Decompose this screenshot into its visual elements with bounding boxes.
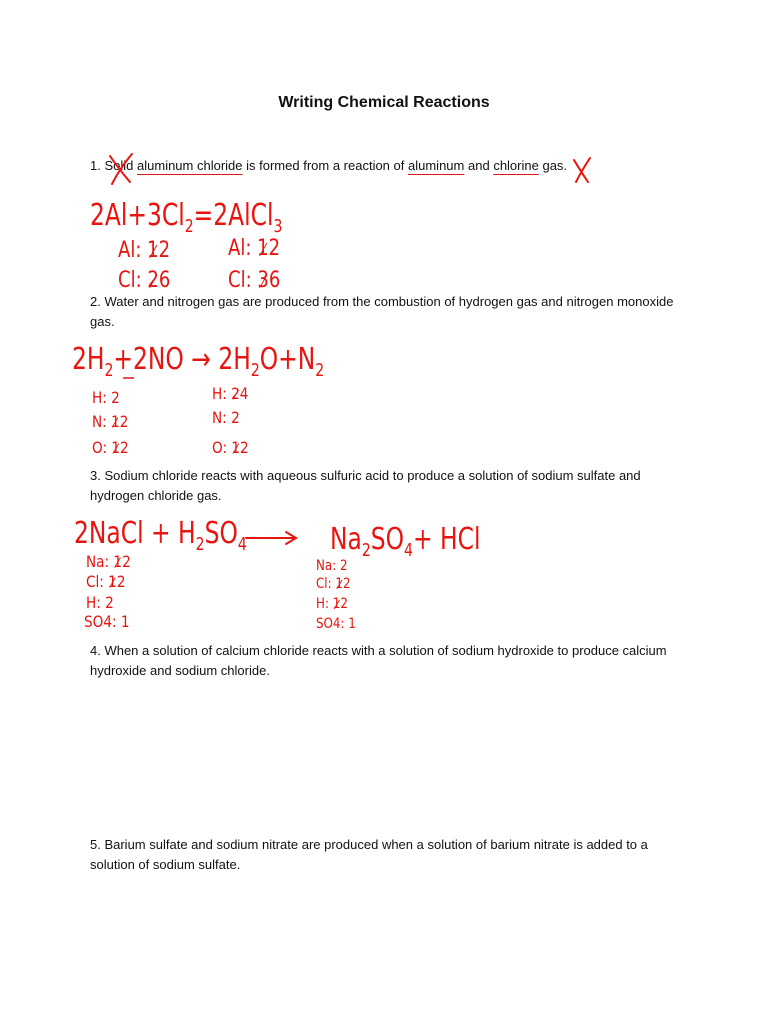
q2-left-count-n: N: 12 [92,412,129,431]
question-2: 2. Water and nitrogen gas are produced from the combustion of hydrogen gas and nitrogen monoxide gas. [90,294,674,329]
q1-left-count-cl: Cl: 26 [118,268,171,293]
q1-right-count-cl: Cl: 36 [228,268,281,293]
q1-text-c: is formed from a reaction of [246,158,405,173]
q1-aluminum: aluminum [408,158,465,173]
q3-left-count-h: H: 2 [86,593,114,612]
q3-right-count-cl: Cl: 12 [316,576,351,592]
q3-left-count-so4: SO4: 1 [84,612,130,631]
q1-solid: Solid [104,158,134,173]
q2-right-count-o: O: 12 [212,438,249,457]
question-1 [90,156,690,176]
q1-equation: $2Al+3Cl_2=2AlCl_3$ [90,198,283,237]
question-3: 3. Sodium chloride reacts with aqueous sulfuric acid to produce a solution of sodium sulfate and hydrogen chloride gas. [90,468,641,503]
q1-right-count-al: Al: 12 [228,236,281,261]
question-4: 4. When a solution of calcium chloride reacts with a solution of sodium hydroxide to produce calcium hydroxide and sodium chloride. [90,643,667,678]
q2-left-count-h: H: 2 [92,388,120,407]
q3-left-count-na: Na: 12 [86,552,131,571]
q1-left-count-al: Al: 12 [118,238,171,263]
q1-number: 1. [90,158,101,173]
q3-right-count-na: Na: 2 [316,558,348,574]
q2-right-count-n: N: 2 [212,408,240,427]
q1-gas: gas. [542,158,568,173]
q3-equation-left: 2NaCl + $H_2SO_4$ [74,516,247,555]
page-title: Writing Chemical Reactions [278,94,490,111]
q2-left-count-o: O: 12 [92,438,129,457]
q2-equation: $2H_2+2NO \to 2H_2O+N_2$ [72,342,325,381]
q1-chlorine: chlorine [493,158,539,173]
q3-left-count-cl: Cl: 12 [86,572,126,591]
q1-and: and [467,158,490,173]
q3-equation-right: $Na_2SO_4+$ HCl [330,522,481,561]
question-5: 5. Barium sulfate and sodium nitrate are produced when a solution of barium nitrate is added to a solution of sodium sulfate. [90,837,648,872]
q3-right-count-so4: SO4: 1 [316,616,356,632]
q3-arrow-icon [246,532,296,544]
q1-aluminum-chloride: aluminum chloride [137,158,243,173]
q3-right-count-h: H: 12 [316,596,348,612]
q2-right-count-h: H: 24 [212,384,249,403]
